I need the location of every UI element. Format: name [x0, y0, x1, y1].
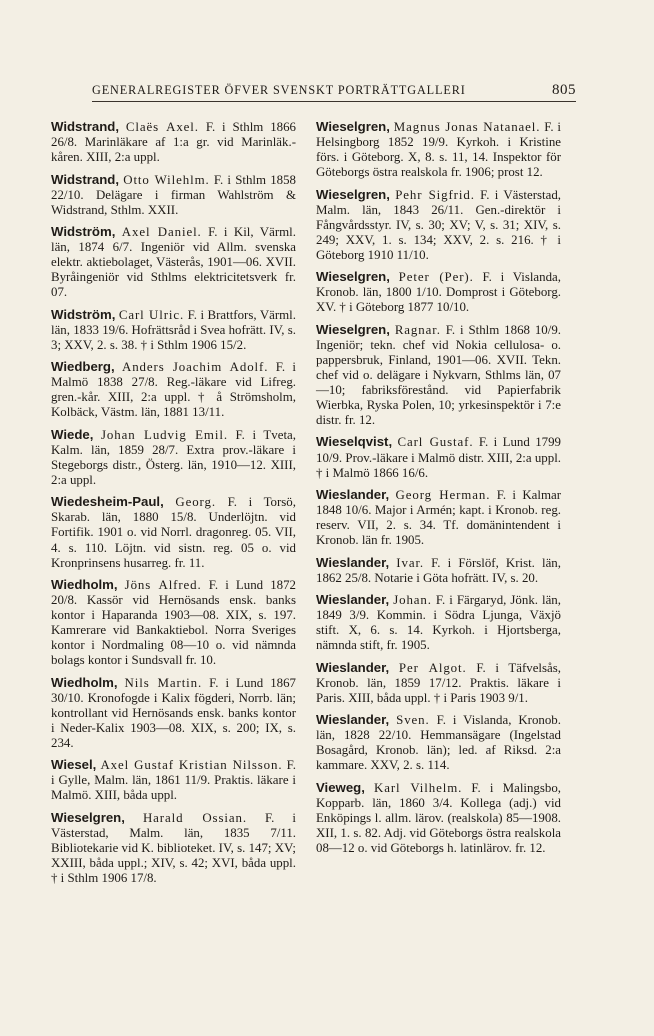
entry-given-names: Axel Gustaf Kristian Nilsson.	[100, 758, 283, 773]
entry-text: F. i Lund 1872 20/8. Kassör vid Hernösands ensk. banks kontor i Haparanda 1903—08. XIX, s. 197. Kamrerare vid Bankaktiebol. Norra Sveriges kontor i Nordmaling 08—10 o. vid nämnda bolags kontor i Sundsvall fr. 10.	[51, 578, 296, 668]
entry-surname: Widstrand,	[51, 119, 120, 134]
entry-given-names: Johan Ludvig Emil.	[100, 427, 228, 442]
entry-surname: Wieselgren,	[316, 119, 390, 134]
register-entry	[316, 487, 561, 548]
entry-surname: Wieslander,	[316, 554, 390, 570]
entry-surname: Wieselqvist,	[316, 434, 393, 450]
entry-text: F. i Lund 1799 10/9. Prov.-läkare i Malmö distr. XIII, 2:a uppl. † i Malmö 1866 16/6.	[316, 435, 561, 480]
entry-text: F. i Brattfors, Värml. län, 1833 19/6. Hofrättsråd i Svea hofrätt. IV, s. 3; XXV, 2. s. 38. † i Sthlm 1906 15/2.	[51, 307, 296, 352]
entry-given-names: Sven.	[396, 713, 430, 728]
entry-given-names: Peter (Per).	[398, 270, 474, 285]
register-entry	[51, 577, 296, 668]
entry-surname: Widström,	[51, 224, 116, 240]
register-entry	[316, 434, 561, 480]
entry-text: F. i Torsö, Skarab. län, 1880 15/8. Underlöjtn. vid Fortifik. 1901 o. vid Norrl. dragonreg. 05. VII, 4. s. 110. Löjtn. vid sistn. reg. 05 o. vid Kronprinsens husarreg. fr. 11.	[51, 495, 296, 570]
register-entry	[316, 592, 561, 653]
entry-text: F. i Helsingborg 1852 19/9. Kyrkoh. i Kristine förs. i Göteborg. X, 8. s. 11, 14. Inspektor för Göteborgs östra realskola fr. 1906; prost 12.	[316, 120, 561, 180]
register-entry	[316, 780, 561, 856]
entry-surname: Vieweg,	[316, 779, 365, 795]
register-entry	[51, 810, 296, 886]
entry-surname: Wieselgren,	[316, 269, 390, 285]
entry-surname: Wieslander,	[316, 712, 390, 728]
entry-given-names: Carl Gustaf.	[397, 435, 474, 450]
running-title: GENERALREGISTER ÖFVER SVENSKT PORTRÄTTGALLERI	[92, 83, 466, 97]
entry-text: F. i Sthlm 1866 26/8. Marinläkare af 1:a gr. vid Marinläk.-kåren. XIII, 2:a uppl.	[51, 120, 296, 165]
left-column	[51, 119, 296, 892]
entry-text: F. i Lund 1867 30/10. Kronofogde i Kalix fögderi, Norrb. län; kontrollant vid Hernösands ensk. banks kontor i Neder-Kalix 1903—08. XIX, s. 200; IX, s. 234.	[51, 675, 296, 750]
entry-given-names: Johan.	[393, 593, 432, 608]
entry-surname: Wieslander,	[316, 486, 390, 502]
entry-given-names: Otto Wilehlm.	[123, 172, 210, 187]
entry-text: F. i Täfvelsås, Kronob. län, 1859 17/12. Praktis. läkare i Paris. XIII, båda uppl. † i Paris 1903 9/1.	[316, 660, 561, 705]
entry-given-names: Georg Herman.	[395, 487, 491, 502]
running-header	[92, 82, 576, 99]
entry-text: F. i Malingsbo, Kopparb. län, 1860 3/4. Kollega (adj.) vid Enköpings l. allm. lärov. (realskola) 85—1908. XII, 1. s. 82. Adj. vid Göteborgs östra realskola 08—12 o. vid Göteborgs h. latinlärov. fr. 12.	[316, 780, 561, 855]
entry-surname: Wieselgren,	[316, 186, 390, 202]
entry-text: F. i Vislanda, Kronob. län, 1800 1/10. Domprost i Göteborg. XV. † i Göteborg 1877 10/10.	[316, 270, 561, 315]
entry-given-names: Claës Axel.	[125, 120, 199, 134]
header-rule	[92, 101, 576, 102]
entry-given-names: Georg.	[175, 495, 216, 510]
entry-surname: Wiedholm,	[51, 577, 118, 592]
entry-surname: Wiedesheim-Paul,	[51, 494, 164, 510]
entry-text: F. i Tveta, Kalm. län, 1859 28/7. Extra prov.-läkare i Stegeborgs distr., Österg. län, 1910—12. XIII, 2:a uppl.	[51, 427, 296, 487]
entry-surname: Widström,	[51, 306, 116, 322]
register-entry	[51, 675, 296, 751]
register-entry	[316, 119, 561, 180]
entry-given-names: Harald Ossian.	[142, 810, 247, 825]
entry-text: F. i Kalmar 1848 10/6. Major i Armén; kapt. i Kronob. reg. reserv. VII, 2. s. 34. Tf. domänintendent i Kronob. län fr. 1905.	[316, 487, 561, 548]
entry-text: F. i Sthlm 1858 22/10. Delägare i firman Wahlström & Widstrand, Sthlm. XXII.	[51, 172, 296, 217]
register-entry	[51, 119, 296, 165]
entry-given-names: Axel Daniel.	[121, 225, 202, 240]
right-column	[316, 119, 561, 862]
entry-text: F. i Förslöf, Krist. län, 1862 25/8. Notarie i Göta hofrätt. IV, s. 20.	[316, 555, 561, 585]
entry-given-names: Ragnar.	[394, 322, 441, 337]
entry-surname: Wieslander,	[316, 659, 390, 675]
register-entry	[51, 494, 296, 570]
register-entry	[316, 555, 561, 586]
entry-text: F. i Vislanda, Kronob. län, 1828 22/10. Hemmansägare (Ingelstad Bosagård, Kronob. län); led. af Riksd. 2:a kammare. XXV, 2. s. 114.	[316, 713, 561, 773]
register-entry	[316, 187, 561, 263]
entry-surname: Wieselgren,	[316, 321, 390, 337]
entry-text: F. i Färgaryd, Jönk. län, 1849 3/9. Kommin. i Södra Ljunga, Växjö stift. X, 6. s. 14. Kyrkoh. i Hjortsberga, nämnda stift, fr. 1905.	[316, 593, 561, 653]
register-entry	[316, 322, 561, 428]
entry-given-names: Pehr Sigfrid.	[395, 187, 475, 202]
register-entry	[51, 757, 296, 803]
entry-surname: Widstrand,	[51, 171, 120, 187]
entry-surname: Wiede,	[51, 426, 94, 442]
entry-surname: Wiedholm,	[51, 674, 118, 690]
entry-surname: Wiedberg,	[51, 359, 115, 375]
entry-given-names: Magnus Jonas Natanael.	[393, 120, 541, 134]
entry-given-names: Carl Ulric.	[118, 307, 185, 322]
entry-given-names: Karl Vilhelm.	[374, 780, 463, 795]
entry-given-names: Jöns Alfred.	[124, 578, 202, 592]
entry-text: F. i Västerstad, Malm. län, 1835 7/11. Bibliotekarie vid K. biblioteket. IV, s. 147; XV; XXIII, båda uppl.; XIV, s. 42; XVI, båda uppl. † i Sthlm 1906 17/8.	[51, 810, 296, 886]
register-entry	[51, 307, 296, 353]
register-entry	[316, 712, 561, 773]
register-entry	[316, 660, 561, 706]
entry-text: F. i Västerstad, Malm. län, 1843 26/11. Gen.-direktör i Fångvårdsstyr. IV, s. 30; XV; V, s. 31; XIV, s. 249; XXV, 1. s. 134; XXV, 2. s. 216. † i Göteborg 1910 11/10.	[316, 187, 561, 262]
entry-given-names: Ivar.	[396, 555, 425, 570]
entry-text: F. i Gylle, Malm. län, 1861 11/9. Praktis. läkare i Malmö. XIII, båda uppl.	[51, 758, 296, 803]
register-entry	[51, 224, 296, 300]
entry-given-names: Per Algot.	[398, 660, 467, 675]
entry-text: F. i Malmö 1838 27/8. Reg.-läkare vid Lifreg. gren.-kår. XIII, 2:a uppl. † å Strömsholm, Kolbäck, Västm. län, 1881 13/11.	[51, 360, 296, 420]
register-entry	[51, 172, 296, 218]
register-entry	[316, 269, 561, 315]
entry-surname: Wieselgren,	[51, 809, 125, 825]
entry-text: F. i Kil, Värml. län, 1874 6/7. Ingeniör vid Allm. svenska elektr. aktiebolaget, Västerås, 1901—06. XVII. Byråingeniör vid Sthlms elektricitetsverk fr. 07.	[51, 225, 296, 300]
entry-given-names: Nils Martin.	[124, 675, 203, 690]
register-entry	[51, 359, 296, 420]
entry-surname: Wiesel,	[51, 757, 97, 773]
register-entry	[51, 427, 296, 488]
entry-text: F. i Sthlm 1868 10/9. Ingeniör; tekn. chef vid Nokia cellulosa- o. pappersbruk, Finland, 1901—06. XVII. Tekn. chef vid o. delägare i Nykvarn, Sthlms län, 07—10; fabriksförestånd. vid Papierfabrik Wierbka, Ryska Polen, 10; yrkesinspektör i 7:e distr. fr. 12.	[316, 322, 561, 428]
entry-surname: Wieslander,	[316, 592, 390, 608]
page-number: 805	[552, 82, 576, 98]
entry-given-names: Anders Joachim Adolf.	[121, 360, 269, 375]
